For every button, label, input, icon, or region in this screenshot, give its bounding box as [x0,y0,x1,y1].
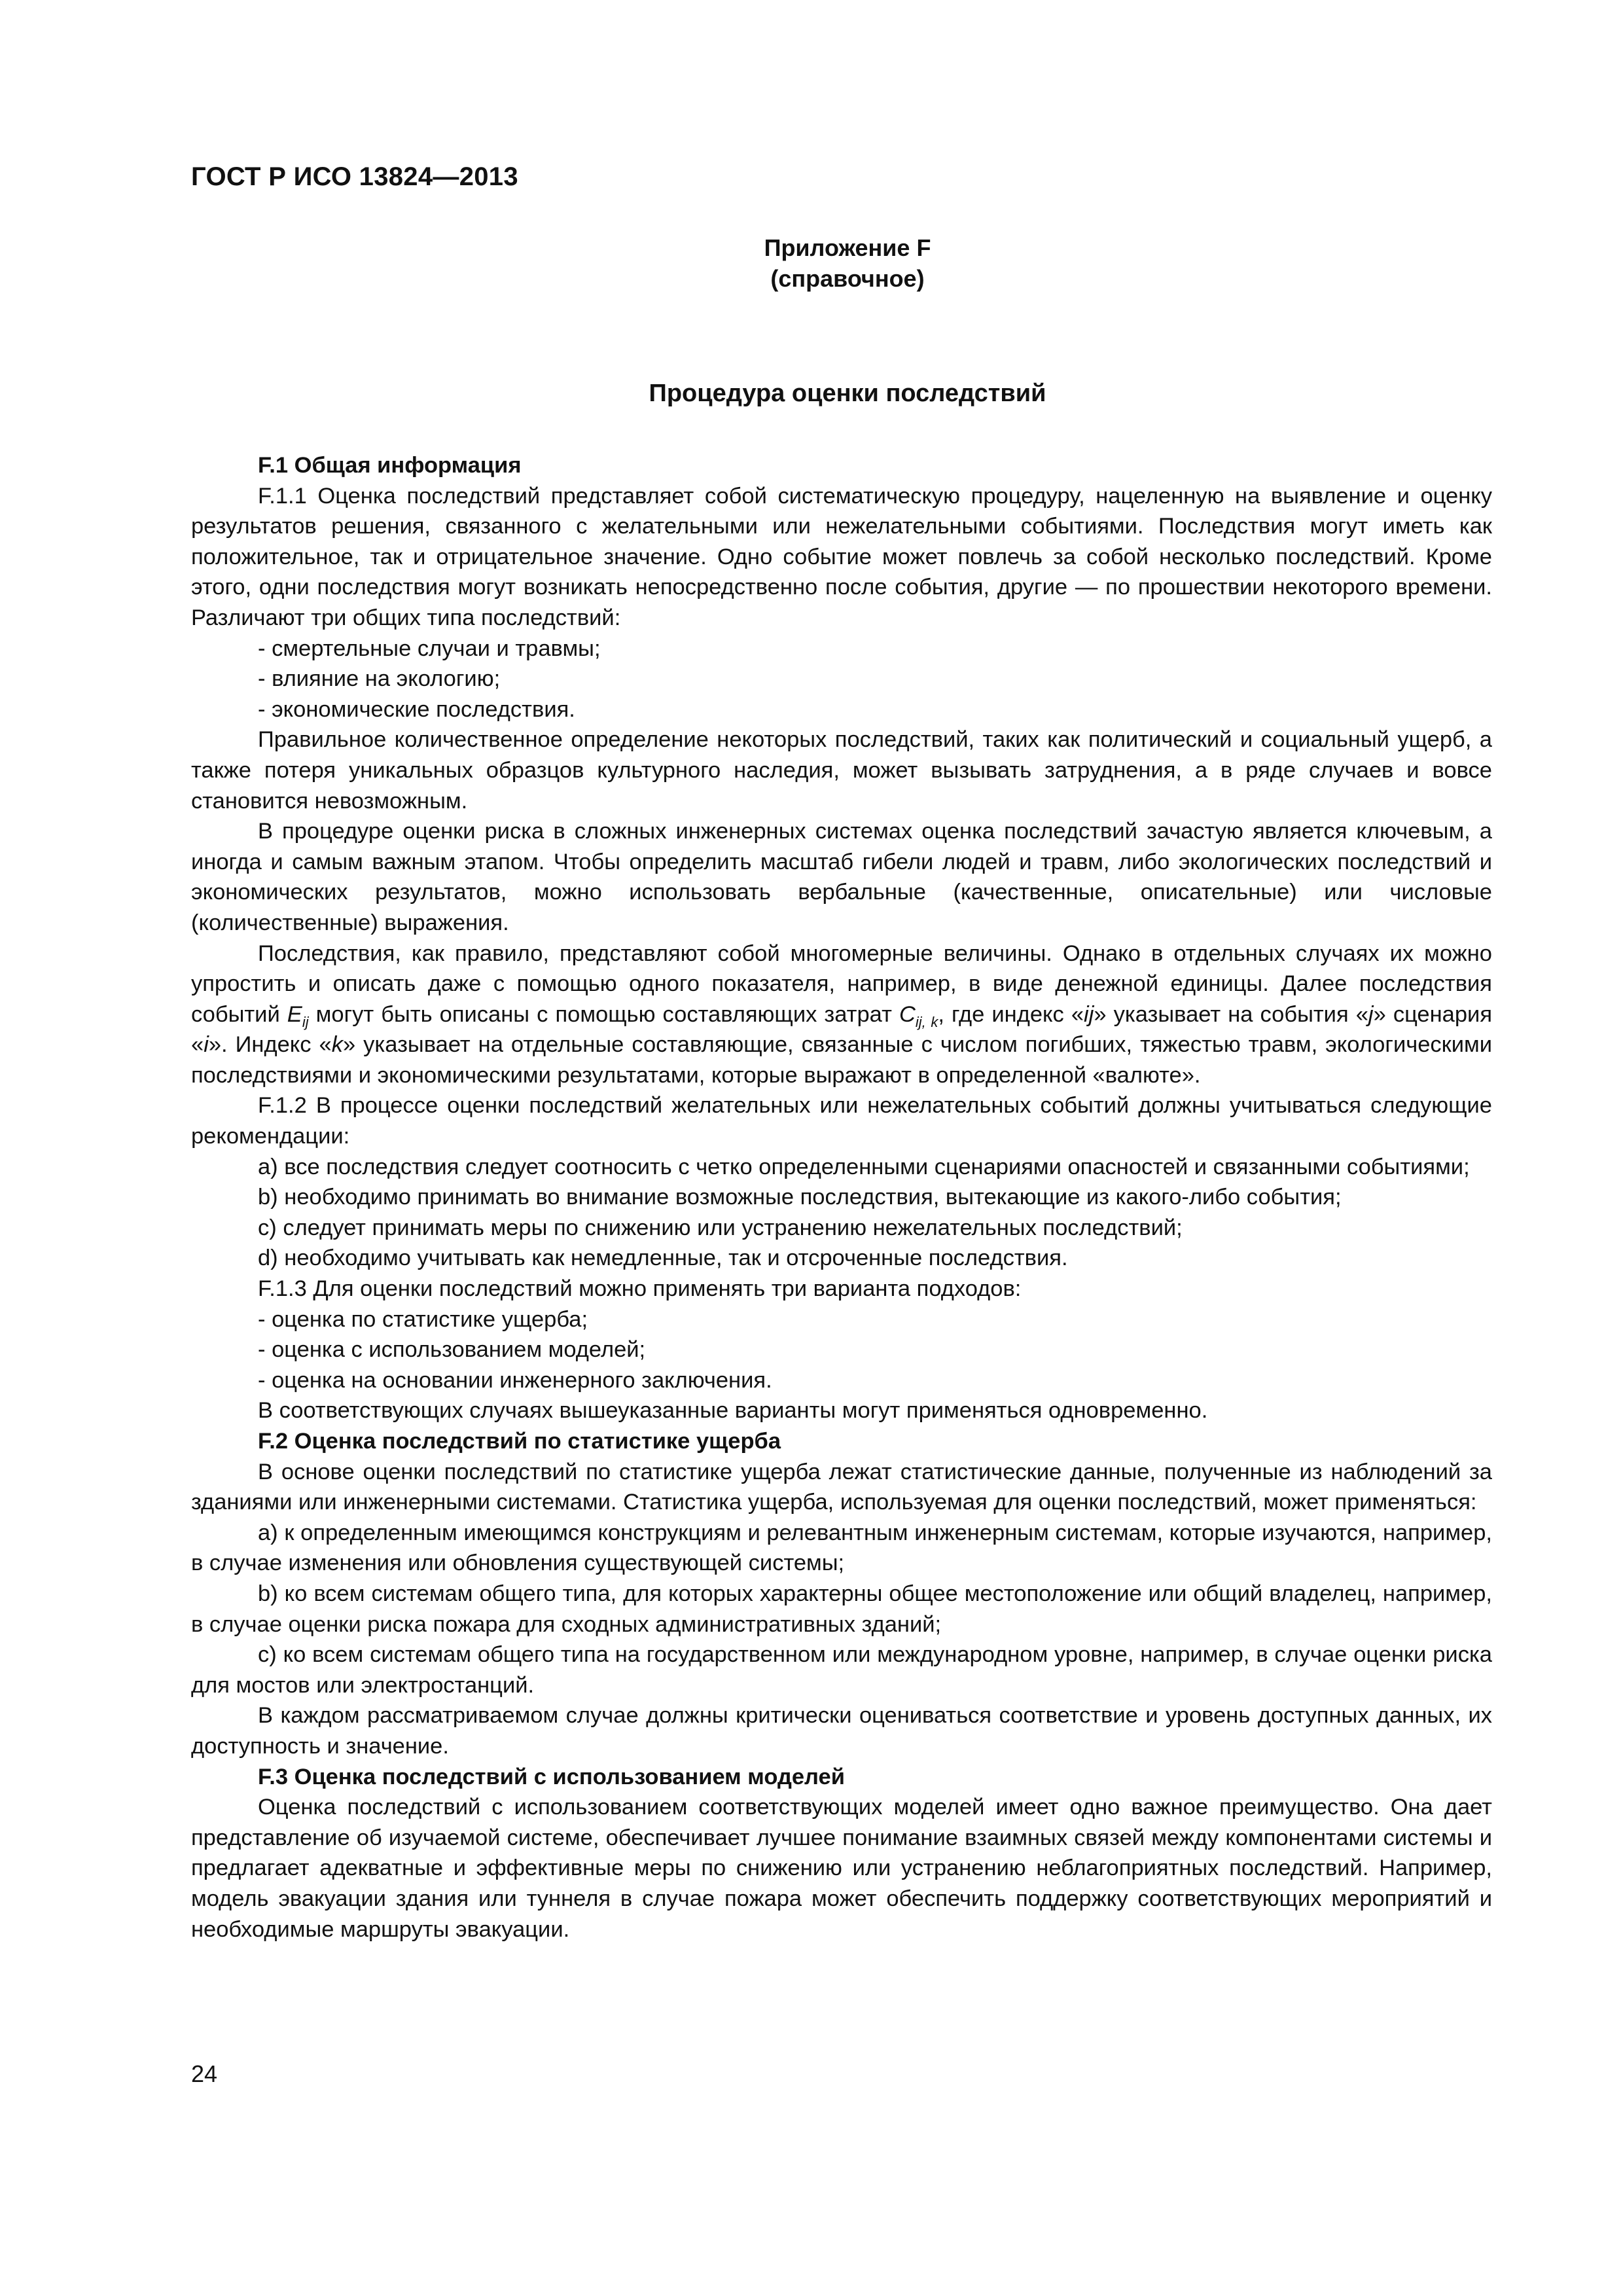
text-run: » указывает на отдельные составляющие, связанные с числом погибших, тяжестью травм, экологическими последствиями и экономическими результатами, которые выражают в определенной «валюте». [191,1032,1492,1088]
text-run: » указывает на события « [1094,1001,1368,1027]
annex-label-block [0,232,1623,294]
paragraph: F.1.2 В процессе оценки последствий желательных или нежелательных событий должны учитываться следующие рекомендации: [191,1093,1492,1149]
subscript: ij, k [915,1013,938,1030]
list-item: - смертельные случаи и травмы; [258,636,601,661]
symbol-e: E [287,1001,302,1027]
text-run: ». Индекс « [208,1032,332,1058]
list-item: - оценка с использованием моделей; [258,1337,646,1363]
index-j: j [1368,1001,1374,1027]
subscript: ij [302,1013,309,1030]
text-run: могут быть описаны с помощью составляющих затрат [308,1001,899,1027]
list-item: b) необходимо принимать во внимание возможные последствия, вытекающие из какого-либо события; [258,1185,1342,1210]
text-run: Последствия, как правило, представляют собой многомерные величины. Однако в отдельных случаях их можно упростить и описать даже с помощью одного показателя, например, в виде денежной единицы. Далее последствия событий [191,941,1492,1027]
paragraph: В соответствующих случаях вышеуказанные варианты могут применяться одновременно. [258,1398,1208,1424]
list-item: a) все последствия следует соотносить с четко определенными сценариями опасностей и связанными событиями; [258,1154,1470,1179]
list-item: c) ко всем системам общего типа на государственном или международном уровне, например, в случае оценки риска для мостов или электростанций. [191,1642,1492,1698]
annex-title: Процедура оценки последствий [649,380,1046,407]
paragraph-with-formula [191,939,1492,1091]
list-item: c) следует принимать меры по снижению или устранению нежелательных последствий; [258,1215,1183,1240]
section-heading: F.2 Оценка последствий по статистике ущерба [258,1429,781,1454]
list-item: b) ко всем системам общего типа, для которых характерны общее местоположение или общий владелец, например, в случае оценки риска пожара для сходных административных зданий; [191,1581,1492,1637]
symbol-c: C [899,1001,916,1027]
index-k: k [331,1032,343,1058]
document-body [191,450,1492,1945]
list-item: d) необходимо учитывать как немедленные, так и отсроченные последствия. [258,1246,1068,1271]
text-run: » сценария « [191,1001,1493,1058]
annex-type: (справочное) [770,265,925,292]
paragraph: Оценка последствий с использованием соответствующих моделей имеет одно важное преимущество. Она дает представление об изучаемой системе, обеспечивает лучшее понимание взаимных связей между компонентами системы и предлагает адекватные и эффективные меры по снижению или устранению неблагоприятных последствий. Например, модель эвакуации здания или туннеля в случае пожара может обеспечить поддержку соответствующих мероприятий и необходимые маршруты эвакуации. [191,1795,1492,1942]
text-run: , где индекс « [938,1001,1084,1027]
paragraph: F.1.1 Оценка последствий представляет собой систематическую процедуру, нацеленную на выявление и оценку результатов решения, связанного с желательными или нежелательными событиями. Последствия могут иметь как положительное, так и отрицательное значение. Одно событие может повлечь за собой несколько последствий. Кроме этого, одни последствия могут возникать непосредственно после события, другие — по прошествии некоторого времени. Различают три общих типа последствий: [191,483,1492,630]
document-id: ГОСТ Р ИСО 13824—2013 [191,162,518,191]
section-heading: F.3 Оценка последствий с использованием моделей [258,1764,845,1789]
list-item: - экономические последствия. [258,696,575,722]
paragraph: В основе оценки последствий по статистике ущерба лежат статистические данные, полученные из наблюдений за зданиями или инженерными системами. Статистика ущерба, используемая для оценки последствий, может применяться: [191,1459,1492,1515]
section-heading: F.1 Общая информация [258,453,522,478]
list-item: - оценка на основании инженерного заключения. [258,1367,772,1393]
list-item: - оценка по статистике ущерба; [258,1306,588,1332]
list-item: a) к определенным имеющимся конструкциям и релевантным инженерным системам, которые изучаются, например, в случае изменения или обновления существующей системы; [191,1520,1492,1576]
paragraph: F.1.3 Для оценки последствий можно применять три варианта подходов: [258,1276,1022,1302]
index-i: i [204,1032,209,1058]
paragraph: В каждом рассматриваемом случае должны критически оцениваться соответствие и уровень доступных данных, их доступность и значение. [191,1703,1492,1759]
annex-label: Приложение F [764,234,931,261]
paragraph: В процедуре оценки риска в сложных инженерных системах оценка последствий зачастую является ключевым, а иногда и самым важным этапом. Чтобы определить масштаб гибели людей и травм, либо экологических последствий и экономических результатов, можно использовать вербальные (качественные, описательные) или числовые (количественные) выражения. [191,819,1492,935]
list-item: - влияние на экологию; [258,666,501,692]
page-number: 24 [191,2060,218,2087]
paragraph: Правильное количественное определение некоторых последствий, таких как политический и социальный ущерб, а также потеря уникальных образцов культурного наследия, может вызывать затруднения, а в ряде случаев и вовсе становится невозможным. [191,727,1492,814]
index-ij: ij [1084,1001,1094,1027]
